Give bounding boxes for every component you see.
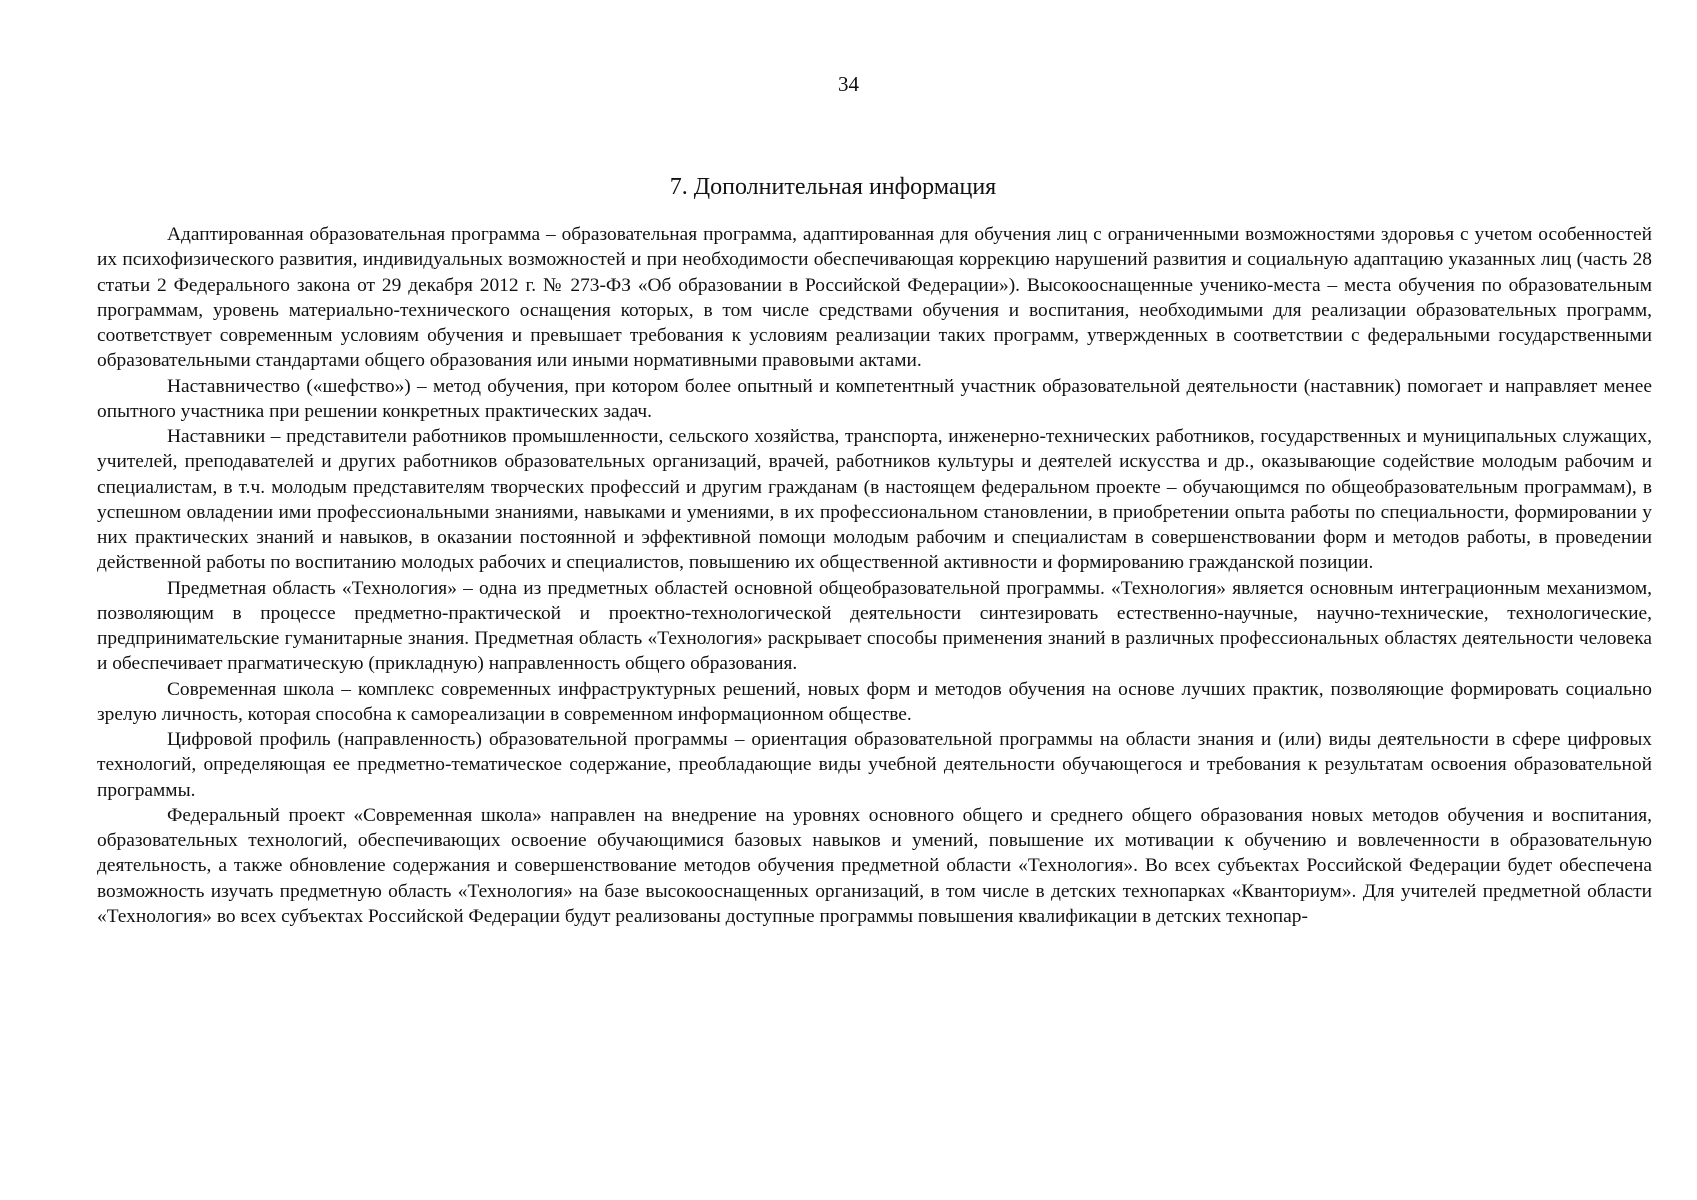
paragraph-federal-project: Федеральный проект «Современная школа» направлен на внедрение на уровнях основного общего и среднего общего образования новых методов обучения и воспитания, образовательных технологий, обеспечивающих освоение обучающимися базовых навыков и умений, повышение их мотивации к обучению и вовлеченности в образовательную деятельность, а также обновление содержания и совершенствование методов обучения предметной области «Технология». Во всех субъектах Российской Федерации будет обеспечена возможность изучать предметную область «Технология» на базе высокооснащенных организаций, в том числе в детских технопарках «Кванториум». Для учителей предметной области «Технология» во всех субъектах Российской Федерации будут реализованы доступные программы повышения квалификации в детских технопар- <box>97 804 1652 927</box>
page-number: 34 <box>838 72 859 96</box>
section-title: 7. Дополнительная информация <box>669 174 997 200</box>
paragraph-mentorship: Наставничество («шефство») – метод обучения, при котором более опытный и компетентный участник образовательной деятельности (наставник) помогает и направляет менее опытного участника при решении конкретных практических задач. <box>97 375 1652 422</box>
paragraph-mentors: Наставники – представители работников промышленности, сельского хозяйства, транспорта, инженерно-технических работников, государственных и муниципальных служащих, учителей, преподавателей и других работников образовательных организаций, врачей, работников культуры и деятелей искусства и др., оказывающие содействие молодым рабочим и специалистам, в т.ч. молодым представителям творческих профессий и другим гражданам (в настоящем федеральном проекте – обучающимся по общеобразовательным программам), в успешном овладении ими профессиональными знаниями, навыками и умениями, в их профессиональном становлении, в приобретении опыта работы по специальности, формировании у них практических знаний и навыков, в оказании постоянной и эффективной помощи молодым рабочим и специалистам в совершенствовании форм и методов работы, в проведении действенной работы по воспитанию молодых рабочих и специалистов, повышению их общественной активности и формированию гражданской позиции. <box>97 426 1652 574</box>
paragraph-adapted-program: Адаптированная образовательная программа – образовательная программа, адаптированная для обучения лиц с ограниченными возможностями здоровья с учетом особенностей их психофизического развития, индивидуальных возможностей и при необходимости обеспечивающая коррекцию нарушений развития и социальную адаптацию указанных лиц (часть 28 статьи 2 Федерального закона от 29 декабря 2012 г. № 273-ФЗ «Об образовании в Российской Федерации»). Высокооснащенные ученико-места – места обучения по образовательным программам, уровень материально-технического оснащения которых, в том числе средствами обучения и воспитания, необходимыми для реализации образовательных программ, соответствует современным условиям обучения и превышает требования к условиям реализации таких программ, утвержденных в соответствии с федеральными государственными образовательными стандартами общего образования или иными нормативными правовыми актами. <box>97 224 1652 372</box>
paragraph-digital-profile: Цифровой профиль (направленность) образовательной программы – ориентация образовательной программы на области знания и (или) виды деятельности в сфере цифровых технологий, определяющая ее предметно-тематическое содержание, преобладающие виды учебной деятельности обучающегося и требования к результатам освоения образовательной программы. <box>97 729 1652 801</box>
body-text <box>97 222 1652 929</box>
paragraph-modern-school: Современная школа – комплекс современных инфраструктурных решений, новых форм и методов обучения на основе лучших практик, позволяющие формировать социально зрелую личность, которая способна к самореализации в современном информационном обществе. <box>97 678 1652 725</box>
paragraph-technology-subject: Предметная область «Технология» – одна из предметных областей основной общеобразовательной программы. «Технология» является основным интеграционным механизмом, позволяющим в процессе предметно-практической и проектно-технологической деятельности синтезировать естественно-научные, научно-технические, технологические, предпринимательские гуманитарные знания. Предметная область «Технология» раскрывает способы применения знаний в различных профессиональных областях деятельности человека и обеспечивает прагматическую (прикладную) направленность общего образования. <box>97 577 1652 675</box>
